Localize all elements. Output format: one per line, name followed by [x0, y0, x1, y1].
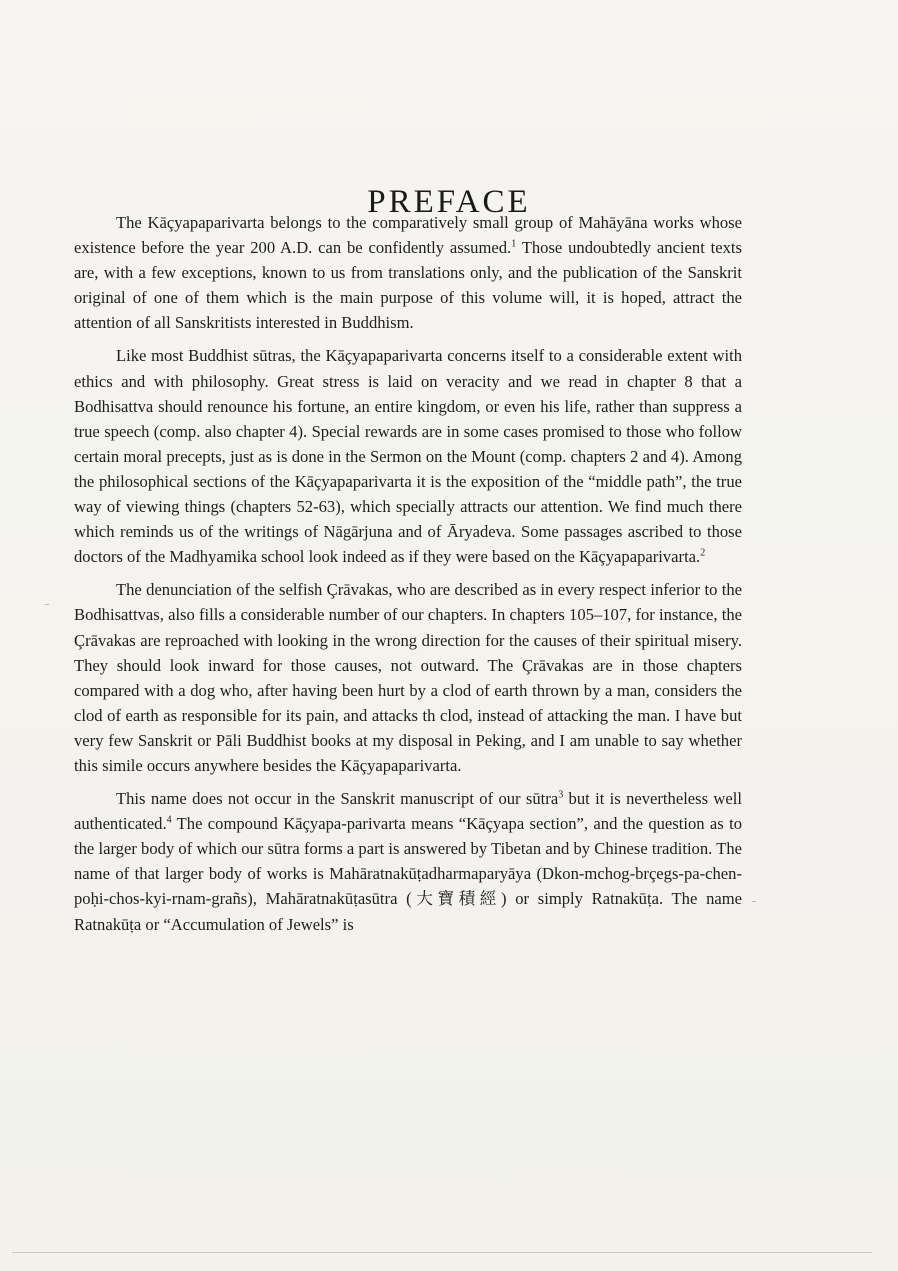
paragraph-text: Like most Buddhist sūtras, the Kāçyapaparivarta concerns itself to a considerable extent with ethics and with philosophy. Great stress is laid on veracity and we read in chapter 8 that a Bodhisattva should renounce his fortune, an entire kingdom, or even his life, rather than suppress a true speech (comp. also chapter 4). Special rewards are in some cases promised to those who follow certain moral precepts, just as is done in the Sermon on the Mount (comp. chapters 2 and 4). Among the philosophical sections of the Kāçyapaparivarta it is the exposition of the “middle path”, the true way of viewing things (chapters 52-63), which specially attracts our attention. We find much there which reminds us of the writings of Nāgārjuna and of Āryadeva. Some passages ascribed to those doctors of the Madhyamika school look indeed as if they were based on the Kāçyapaparivarta. — [74, 346, 742, 567]
footnote-marker[interactable]: 4 — [166, 814, 172, 826]
paragraph-text: The Kāçyapaparivarta belongs to the comparatively small group of Mahāyāna works whose existence before the year 200 A.D. can be confidently assumed. — [74, 213, 742, 258]
page-title: PREFACE — [367, 184, 531, 221]
paragraph — [74, 210, 742, 335]
footnote-marker[interactable]: 2 — [700, 547, 706, 559]
paragraph-text: but it is nevertheless well authenticated. — [74, 789, 742, 834]
bottom-rule — [12, 1252, 872, 1253]
footnote-marker[interactable]: 3 — [558, 789, 564, 801]
paragraph-text: The compound Kāçyapa-parivarta means “Kāçyapa section”, and the question as to the larger body of which our sūtra forms a part is answered by Tibetan and by Chinese tradition. The name of that larger body of works is Mahāratnakūṭadharmaparyāya (Dkon-mchog-brçegs-pa-chen-poḥi-chos-kyi-rnam-grañs), Mahāratnakūṭasūtra (大寶積經) or simply Ratnakūṭa. The name Ratnakūṭa or “Accumulation of Jewels” is — [74, 814, 742, 934]
scan-speck — [45, 604, 49, 605]
footnote-marker[interactable]: 1 — [511, 238, 517, 250]
body-text — [74, 210, 742, 945]
paragraph — [74, 577, 742, 778]
paragraph-text: The denunciation of the selfish Çrāvakas, who are described as in every respect inferior to the Bodhisattvas, also fills a considerable number of our chapters. In chapters 105–107, for instance, the Çrāvakas are reproached with looking in the wrong direction for the causes of their spiritual misery. They should look inward for those causes, not outward. The Çrāvakas are in those chapters compared with a dog who, after having been hurt by a clod of earth thrown by a man, considers the clod of earth as responsible for its pain, and attacks th clod, instead of attacking the man. I have but very few Sanskrit or Pāli Buddhist books at my disposal in Peking, and I am unable to say whether this simile occurs anywhere besides the Kāçyapaparivarta. — [74, 580, 742, 775]
paragraph — [74, 343, 742, 569]
paragraph-text: This name does not occur in the Sanskrit manuscript of our sūtra — [116, 789, 559, 809]
paragraph-text: Those undoubtedly ancient texts are, with a few exceptions, known to us from translations only, and the publication of the Sanskrit original of one of them which is the main purpose of this volume will, it is hoped, attract the attention of all Sanskritists interested in Buddhism. — [74, 238, 742, 333]
paragraph — [74, 786, 742, 937]
scan-speck — [752, 901, 756, 902]
